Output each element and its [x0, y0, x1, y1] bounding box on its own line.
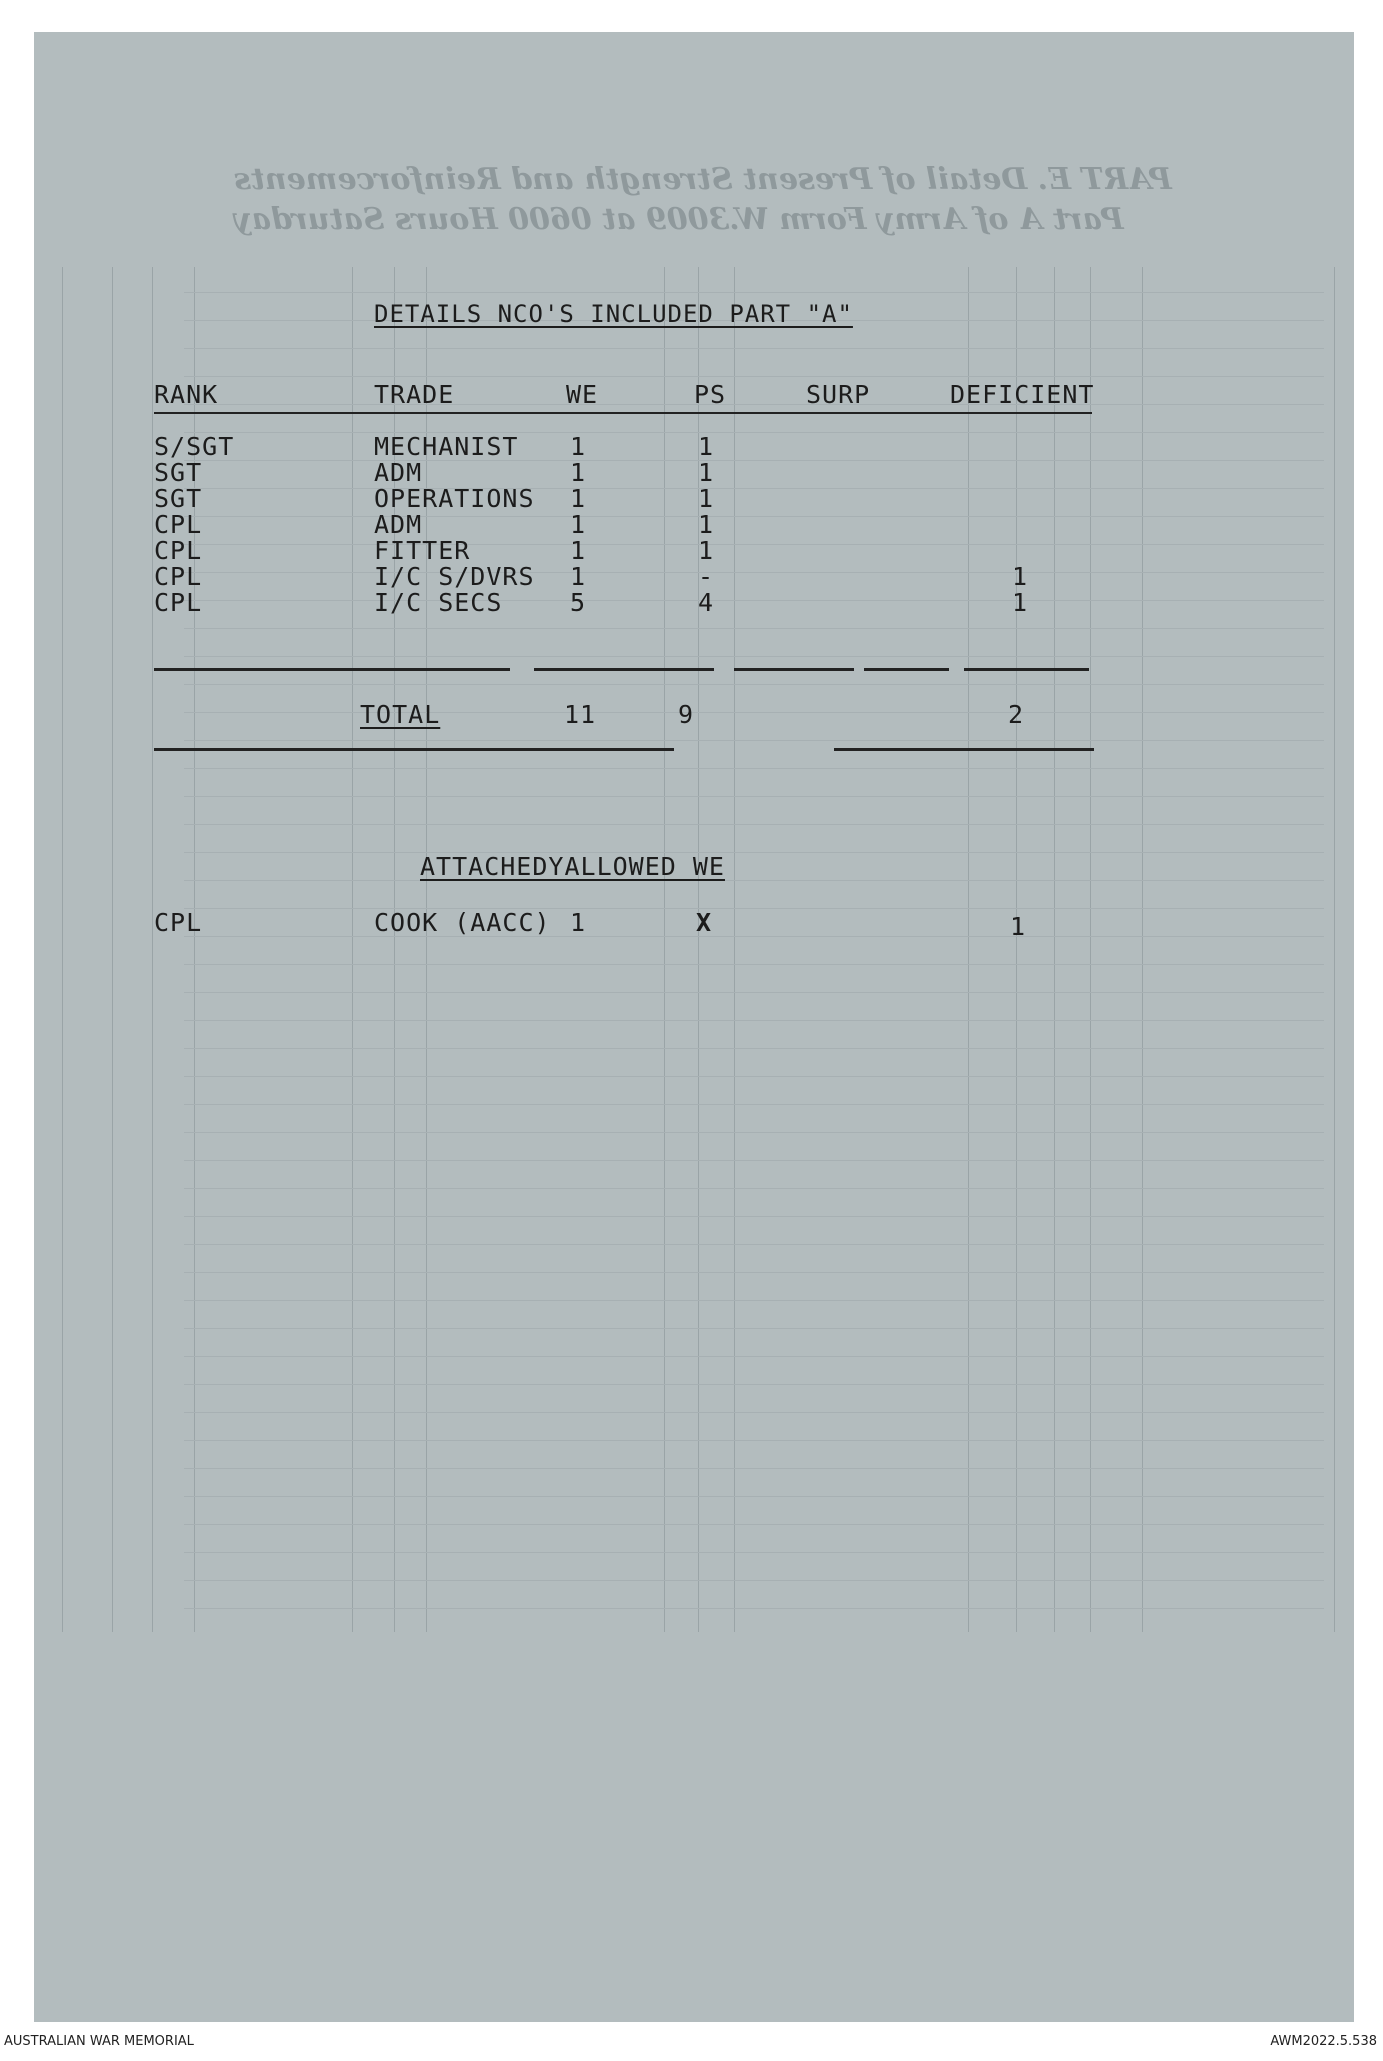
- row-trade: OPERATIONS: [374, 484, 535, 513]
- attached-title: ATTACHEDYALLOWED WE: [420, 852, 725, 881]
- row-ps: 1: [698, 458, 715, 487]
- row-we: 1: [570, 432, 587, 461]
- attached-deficient: 1: [1010, 912, 1027, 941]
- row-trade: FITTER: [374, 536, 471, 565]
- form-grid-line: [184, 544, 1324, 545]
- row-trade: I/C S/DVRS: [374, 562, 535, 591]
- form-grid-line: [184, 740, 1324, 741]
- form-grid-line: [184, 1104, 1324, 1105]
- total-ps: 9: [678, 700, 695, 729]
- form-grid-line: [184, 796, 1324, 797]
- row-ps: 1: [698, 432, 715, 461]
- row-deficient: 1: [1012, 562, 1029, 591]
- form-grid-line: [184, 1468, 1324, 1469]
- attached-ps: X: [696, 908, 713, 937]
- form-grid-line: [184, 880, 1324, 881]
- row-rank: SGT: [154, 484, 203, 513]
- header-trade: TRADE: [374, 380, 455, 409]
- row-rank: SGT: [154, 458, 203, 487]
- row-trade: I/C SECS: [374, 588, 503, 617]
- attached-trade: COOK (AACC): [374, 908, 551, 937]
- form-grid-line: [184, 964, 1324, 965]
- row-trade: MECHANIST: [374, 432, 519, 461]
- form-grid-line: [184, 432, 1324, 433]
- header-underline: [154, 412, 1092, 414]
- form-grid-line: [184, 1328, 1324, 1329]
- row-rank: CPL: [154, 510, 203, 539]
- form-grid-line: [184, 348, 1324, 349]
- form-grid-line: [184, 992, 1324, 993]
- row-we: 1: [570, 484, 587, 513]
- row-ps: 1: [698, 510, 715, 539]
- row-ps: 1: [698, 536, 715, 565]
- form-grid-line: [184, 1524, 1324, 1525]
- total-rule-top-3: [734, 668, 854, 671]
- row-we: 1: [570, 536, 587, 565]
- footer-archive-name: AUSTRALIAN WAR MEMORIAL: [4, 2034, 194, 2049]
- attached-we: 1: [570, 908, 587, 937]
- header-rank: RANK: [154, 380, 219, 409]
- row-rank: CPL: [154, 562, 203, 591]
- total-rule-top-4: [864, 668, 949, 671]
- form-grid-line: [184, 936, 1324, 937]
- form-grid-line: [184, 1272, 1324, 1273]
- form-grid-line: [184, 1160, 1324, 1161]
- form-grid-line: [184, 1580, 1324, 1581]
- header-surp: SURP: [806, 380, 871, 409]
- row-deficient: 1: [1012, 588, 1029, 617]
- footer-reference: AWM2022.5.538: [1270, 2034, 1377, 2049]
- form-grid-line: [184, 852, 1324, 853]
- form-grid-line: [184, 488, 1324, 489]
- form-grid-line: [184, 1216, 1324, 1217]
- header-deficient: DEFICIENT: [950, 380, 1095, 409]
- form-grid-line: [184, 572, 1324, 573]
- form-grid-line: [184, 1440, 1324, 1441]
- form-grid-line: [184, 908, 1324, 909]
- form-grid-line: [184, 600, 1324, 601]
- attached-rank: CPL: [154, 908, 203, 937]
- total-label: TOTAL: [360, 700, 441, 729]
- form-grid-line: [184, 1132, 1324, 1133]
- total-rule-top-5: [964, 668, 1089, 671]
- form-grid-line: [184, 684, 1324, 685]
- total-rule-bottom-2: [834, 748, 1094, 751]
- row-ps: -: [698, 562, 715, 591]
- form-grid-line: [184, 292, 1324, 293]
- row-we: 1: [570, 458, 587, 487]
- form-grid-line: [184, 824, 1324, 825]
- document-page: [34, 32, 1354, 2022]
- row-rank: S/SGT: [154, 432, 235, 461]
- form-grid-line: [184, 1300, 1324, 1301]
- form-grid-line: [184, 1384, 1324, 1385]
- row-rank: CPL: [154, 536, 203, 565]
- total-deficient: 2: [1008, 700, 1025, 729]
- show-through-heading: PART E. Detail of Present Strength and Reinforcements: [234, 162, 1172, 197]
- form-grid-line: [184, 1048, 1324, 1049]
- form-grid-line: [184, 1244, 1324, 1245]
- form-grid-line: [184, 516, 1324, 517]
- row-we: 1: [570, 510, 587, 539]
- form-grid-line: [184, 1356, 1324, 1357]
- total-we: 11: [564, 700, 597, 729]
- form-grid-line: [184, 404, 1324, 405]
- form-grid-line: [184, 768, 1324, 769]
- form-grid-line: [184, 1188, 1324, 1189]
- form-grid-line: [184, 712, 1324, 713]
- total-rule-top-1: [154, 668, 510, 671]
- row-trade: ADM: [374, 458, 423, 487]
- row-we: 5: [570, 588, 587, 617]
- total-rule-top-2: [534, 668, 714, 671]
- archive-footer: [0, 2022, 1383, 2061]
- row-we: 1: [570, 562, 587, 591]
- header-we: WE: [566, 380, 599, 409]
- header-ps: PS: [694, 380, 727, 409]
- row-rank: CPL: [154, 588, 203, 617]
- section-title: DETAILS NCO'S INCLUDED PART "A": [374, 300, 853, 328]
- form-grid-line: [184, 1608, 1324, 1609]
- row-trade: ADM: [374, 510, 423, 539]
- row-ps: 1: [698, 484, 715, 513]
- form-grid-line: [184, 1552, 1324, 1553]
- total-rule-bottom-1: [154, 748, 674, 751]
- show-through-subheading: Part A of Army Form W.3009 at 0600 Hours Saturday: [234, 202, 1124, 237]
- form-grid-line: [184, 628, 1324, 629]
- row-ps: 4: [698, 588, 715, 617]
- form-grid-line: [184, 1496, 1324, 1497]
- form-grid-line: [184, 1412, 1324, 1413]
- form-grid-line: [184, 1020, 1324, 1021]
- form-grid-line: [184, 460, 1324, 461]
- form-grid-line: [184, 656, 1324, 657]
- form-grid-line: [184, 376, 1324, 377]
- form-grid-line: [184, 1076, 1324, 1077]
